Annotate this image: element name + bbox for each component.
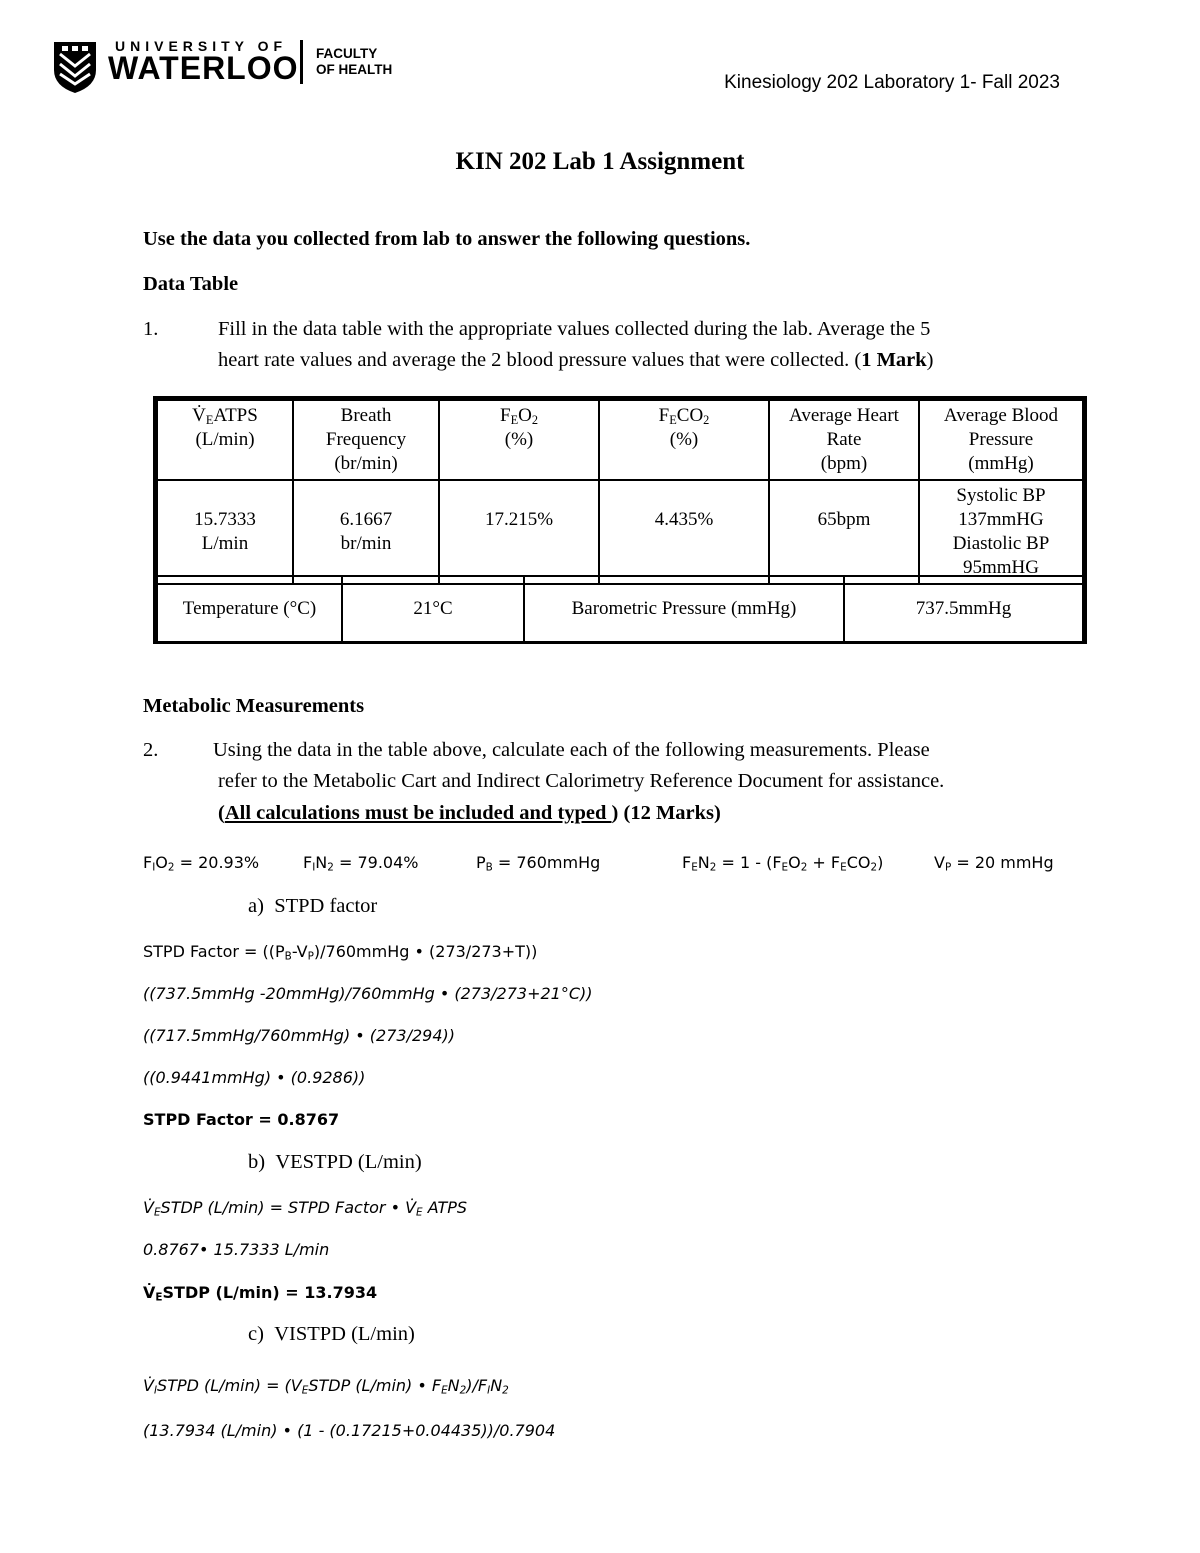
conditions-table [156,575,1084,643]
table-value-row [157,480,1083,584]
part-a-heading: a) STPD factor [248,895,378,917]
part-b-formula: $V̇_ESTDP$ (L/min) = STPD Factor • $V̇_E$ ATPS [143,1198,468,1219]
q2-number: 2. [143,739,159,761]
table-header-row [157,400,1083,480]
university-crest-logo [52,40,98,94]
constant-fio2: $F_IO_2 = 20.93\%$ [143,853,260,874]
constant-fen2: $F_EN_2 = 1 - (F_EO_2 + F_ECO_2)$ [682,853,884,874]
q2-marks: (12 Marks) [623,802,721,824]
part-a-result: STPD Factor = 0.8767 [143,1110,340,1129]
barometric-pressure-label: Barometric Pressure (mmHg) [524,576,844,642]
barometric-pressure-value: 737.5mmHg [844,576,1083,642]
q2-line3: (All calculations must be included and typed ) (12 Marks) [218,802,721,824]
q2-line2: refer to the Metabolic Cart and Indirect Calorimetry Reference Document for assistance. [218,770,945,792]
header-average-blood-pressure: Average Blood Pressure (mmHg) [919,400,1083,480]
logo-university-text: UNIVERSITY OF [115,38,288,54]
part-b-step1: 0.8767• 15.7333 L/min [143,1240,330,1259]
q1-close: ) [926,349,934,371]
q2-line1: Using the data in the table above, calculate each of the following measurements. Please [213,739,930,761]
value-heart-rate: 65bpm [769,480,919,584]
logo-faculty-line2: OF HEALTH [316,62,393,77]
section-data-table-heading: Data Table [143,273,239,295]
logo-faculty-line1: FACULTY [316,46,378,61]
value-blood-pressure: Systolic BP 137mmHG Diastolic BP 95mmHG [919,480,1083,584]
logo-waterloo-text: WATERLOO [108,50,299,86]
q1-marks: 1 Mark [861,349,927,371]
section-metabolic-heading: Metabolic Measurements [143,695,365,717]
part-c-formula: $V̇_ISTPD$ $(L/\min) = (V_ESTDP$ (L/min) • $F_EN_2)/F_IN_2$ [143,1376,509,1397]
data-table [156,399,1084,585]
value-ve-atps: 15.7333 L/min [157,480,293,584]
part-b-result: $V̇_ESTDP$ (L/min) = 13.7934 [143,1283,378,1304]
constant-fin2: $F_IN_2 = 79.04\%$ [303,853,419,874]
part-a-step3: ((0.9441mmHg) • (0.9286)) [143,1068,366,1087]
header-feo2: $F_EO_2$ (%) [439,400,599,480]
part-a-step1: ((737.5mmHg -20mmHg)/760mmHg • (273/273+21°C)) [143,984,593,1003]
q1-text-line2 [218,349,934,372]
logo-divider [300,40,303,84]
value-breath-frequency: 6.1667 br/min [293,480,439,584]
header-average-heart-rate: Average Heart Rate (bpm) [769,400,919,480]
header-feco2: $F_ECO_2$ (%) [599,400,769,480]
q1-number: 1. [143,318,159,340]
header-ve-atps: $V̇_EATPS$ (L/min) [157,400,293,480]
conditions-row [157,576,1083,642]
part-a-formula: STPD Factor = ($(P_B-V_P)/760mmHg$ • (273/273+T)) [143,942,538,963]
temperature-label: Temperature (°C) [157,576,342,642]
q1-text-line1: Fill in the data table with the appropriate values collected during the lab. Average the 5 [218,318,931,340]
temperature-value: 21°C [342,576,524,642]
value-feco2: 4.435% [599,480,769,584]
constant-vp: $V_P = 20$ mmHg [934,853,1054,874]
page-title: KIN 202 Lab 1 Assignment [455,148,745,175]
part-a-step2: ((717.5mmHg/760mmHg) • (273/294)) [143,1026,455,1045]
part-c-heading: c) VISTPD (L/min) [248,1323,415,1345]
q1-line2-text: heart rate values and average the 2 blood pressure values that were collected. ( [218,349,862,371]
part-b-heading: b) VESTPD (L/min) [248,1151,422,1173]
header-breath-frequency: Breath Frequency (br/min) [293,400,439,480]
instruction-text: Use the data you collected from lab to answer the following questions. [143,228,751,250]
value-feo2: 17.215% [439,480,599,584]
constant-pb: $P_B$ = 760mmHg [476,853,601,874]
q2-underlined: All calculations must be included and typed [224,802,612,824]
part-c-step1: (13.7934 (L/min) • (1 - (0.17215+0.04435))/0.7904 [143,1421,556,1440]
course-header: Kinesiology 202 Laboratory 1- Fall 2023 [724,72,1060,93]
logo-faculty-text [316,46,392,78]
